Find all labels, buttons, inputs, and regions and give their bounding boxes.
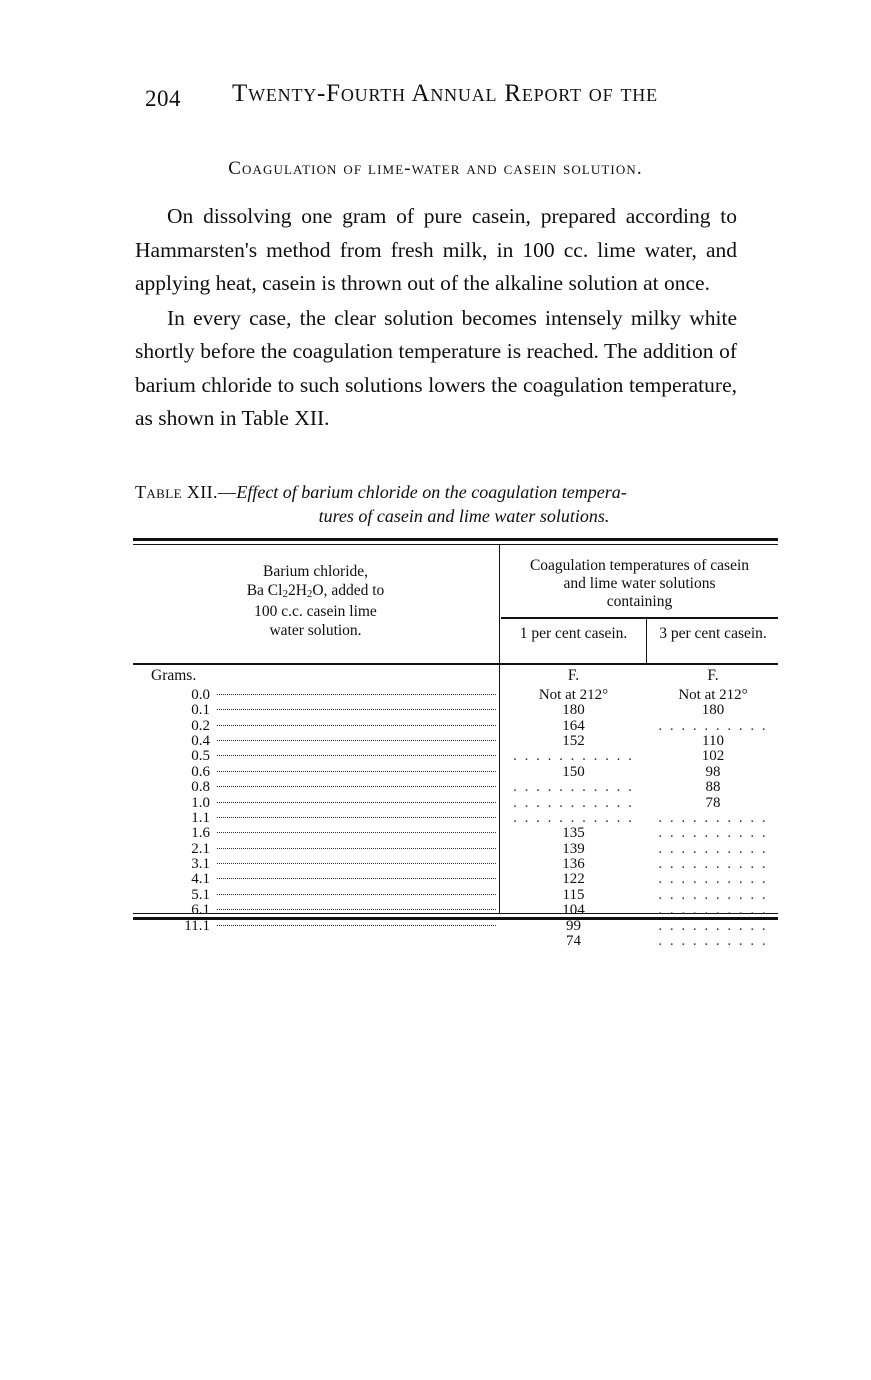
row-value-3pct: 78: [705, 794, 721, 811]
row-grams-value: 0.2: [191, 717, 210, 734]
row-grams-value: 3.1: [191, 856, 210, 873]
row-value-1pct: 115: [562, 886, 585, 903]
table-row: [133, 887, 778, 902]
row-value-3pct: . . . . . . . . . .: [658, 825, 768, 842]
row-grams-value: 11.1: [184, 917, 210, 934]
row-grams-value: 6.1: [191, 902, 210, 919]
table-subheader-3pct: 3 per cent casein.: [659, 625, 767, 643]
row-value-3pct: . . . . . . . . . .: [658, 840, 768, 857]
table-row: [133, 702, 778, 717]
row-value-1pct: . . . . . . . . . . .: [513, 809, 634, 826]
table-subheader-1pct: 1 per cent casein.: [519, 625, 628, 643]
row-grams-value: 4.1: [191, 871, 210, 888]
row-grams-value: 2.1: [191, 840, 210, 857]
row-value-1pct: . . . . . . . . . . .: [513, 779, 634, 796]
table-row: [133, 933, 778, 948]
header-right-line-1: Coagulation temperatures of casein: [529, 557, 750, 575]
header-right-line-2: and lime water solutions: [563, 575, 716, 593]
table-row: [133, 718, 778, 733]
paragraph-2: In every case, the clear solution becomes intensely milky white shortly before the coagulation temperature is reached. The addition of barium chloride to such solutions lowers the coagulation temperature, as shown in Table XII.: [135, 305, 737, 430]
row-value-3pct: 110: [702, 732, 724, 749]
unit-label-f-1: F.: [567, 666, 580, 684]
row-value-1pct: Not at 212°: [538, 686, 609, 703]
row-leader-dots: [217, 786, 496, 787]
row-value-3pct: 102: [701, 748, 725, 765]
row-leader-dots: [217, 848, 496, 849]
row-leader-dots: [217, 694, 496, 695]
table-header-right: [501, 557, 778, 611]
table-row: [133, 841, 778, 856]
table-row: [133, 779, 778, 794]
table-caption-line-1: Effect of barium chloride on the coagulation tempera-: [236, 482, 627, 502]
row-grams-value: 1.0: [191, 794, 210, 811]
running-head: [0, 80, 871, 114]
row-leader-dots: [217, 909, 496, 910]
row-grams-value: 0.6: [191, 763, 210, 780]
row-value-1pct: . . . . . . . . . . .: [513, 794, 634, 811]
data-table: [133, 538, 778, 950]
row-value-3pct: . . . . . . . . . .: [658, 856, 768, 873]
header-right-line-3: containing: [606, 593, 673, 611]
row-value-1pct: 122: [562, 871, 585, 888]
table-header-left: [133, 563, 498, 640]
table-row: [133, 748, 778, 763]
row-grams-value: 0.8: [191, 779, 210, 796]
row-leader-dots: [217, 832, 496, 833]
running-head-title: Twenty-Fourth Annual Report of the: [232, 80, 658, 107]
row-value-1pct: 150: [562, 763, 585, 780]
row-grams-value: 0.5: [191, 748, 210, 765]
paragraph-1: On dissolving one gram of pure casein, prepared according to Hammarsten's method from fresh milk, in 100 cc. lime water, and applying heat, casein is thrown out of the alkaline solution at once.: [135, 204, 737, 295]
row-value-3pct: . . . . . . . . . .: [658, 886, 768, 903]
header-left-line-1: Barium chloride,: [262, 563, 369, 581]
row-value-1pct: 180: [562, 702, 585, 719]
row-value-1pct: 99: [566, 917, 581, 934]
row-leader-dots: [217, 802, 496, 803]
table-header-rule: [501, 617, 778, 618]
body-text: [135, 200, 737, 436]
table-row: [133, 902, 778, 917]
row-value-3pct: . . . . . . . . . .: [658, 933, 768, 950]
table-row: [133, 856, 778, 871]
row-value-3pct: . . . . . . . . . .: [658, 917, 768, 934]
section-heading: Coagulation of lime-water and casein solution.: [228, 158, 643, 179]
row-value-1pct: . . . . . . . . . . .: [513, 748, 634, 765]
table-row: [133, 733, 778, 748]
unit-label-f-2: F.: [707, 666, 719, 684]
row-value-1pct: 152: [562, 732, 585, 749]
table-row: [133, 918, 778, 933]
row-value-1pct: 135: [562, 825, 585, 842]
unit-label-grams: Grams.: [151, 666, 197, 684]
row-value-3pct: 98: [705, 763, 721, 780]
row-grams-value: 1.6: [191, 825, 210, 842]
row-value-3pct: 180: [701, 702, 725, 719]
row-value-3pct: . . . . . . . . . .: [658, 871, 768, 888]
header-left-line-4: water solution.: [269, 621, 362, 639]
table-caption: [135, 480, 775, 528]
table-header: [133, 545, 778, 663]
table-row: [133, 687, 778, 702]
row-value-3pct: Not at 212°: [678, 686, 748, 703]
row-grams-value: 1.1: [191, 809, 210, 826]
table-body: [133, 665, 778, 950]
row-grams-value: 0.1: [191, 702, 210, 719]
table-row: [133, 825, 778, 840]
table-row: [133, 871, 778, 886]
row-leader-dots: [217, 817, 496, 818]
row-leader-dots: [217, 709, 496, 710]
row-value-1pct: 104: [562, 902, 585, 919]
row-value-1pct: 136: [562, 856, 585, 873]
row-leader-dots: [217, 894, 496, 895]
row-grams-value: 0.4: [191, 732, 210, 749]
row-leader-dots: [217, 925, 496, 926]
table-caption-line-2: tures of casein and lime water solutions.: [318, 506, 610, 526]
header-left-line-2: Ba Cl22H2O, added to: [246, 581, 385, 600]
table-row: [133, 764, 778, 779]
table-caption-label: Table XII.—: [135, 482, 237, 502]
table-rows: [133, 687, 778, 949]
row-leader-dots: [217, 771, 496, 772]
row-value-1pct: 139: [562, 840, 585, 857]
row-value-3pct: . . . . . . . . . .: [658, 717, 768, 734]
row-value-3pct: . . . . . . . . . .: [658, 809, 768, 826]
row-value-3pct: 88: [705, 779, 721, 796]
header-left-line-3: 100 c.c. casein lime: [254, 603, 377, 621]
row-leader-dots: [217, 725, 496, 726]
table-row: [133, 795, 778, 810]
table-row: [133, 810, 778, 825]
row-value-3pct: . . . . . . . . . .: [658, 902, 768, 919]
row-leader-dots: [217, 878, 496, 879]
row-value-1pct: 74: [566, 933, 581, 950]
row-leader-dots: [217, 740, 496, 741]
row-grams-value: 0.0: [191, 686, 210, 703]
row-value-1pct: 164: [562, 717, 585, 734]
page-number: 204: [145, 86, 181, 111]
row-leader-dots: [217, 863, 496, 864]
row-leader-dots: [217, 755, 496, 756]
row-grams-value: 5.1: [191, 886, 210, 903]
